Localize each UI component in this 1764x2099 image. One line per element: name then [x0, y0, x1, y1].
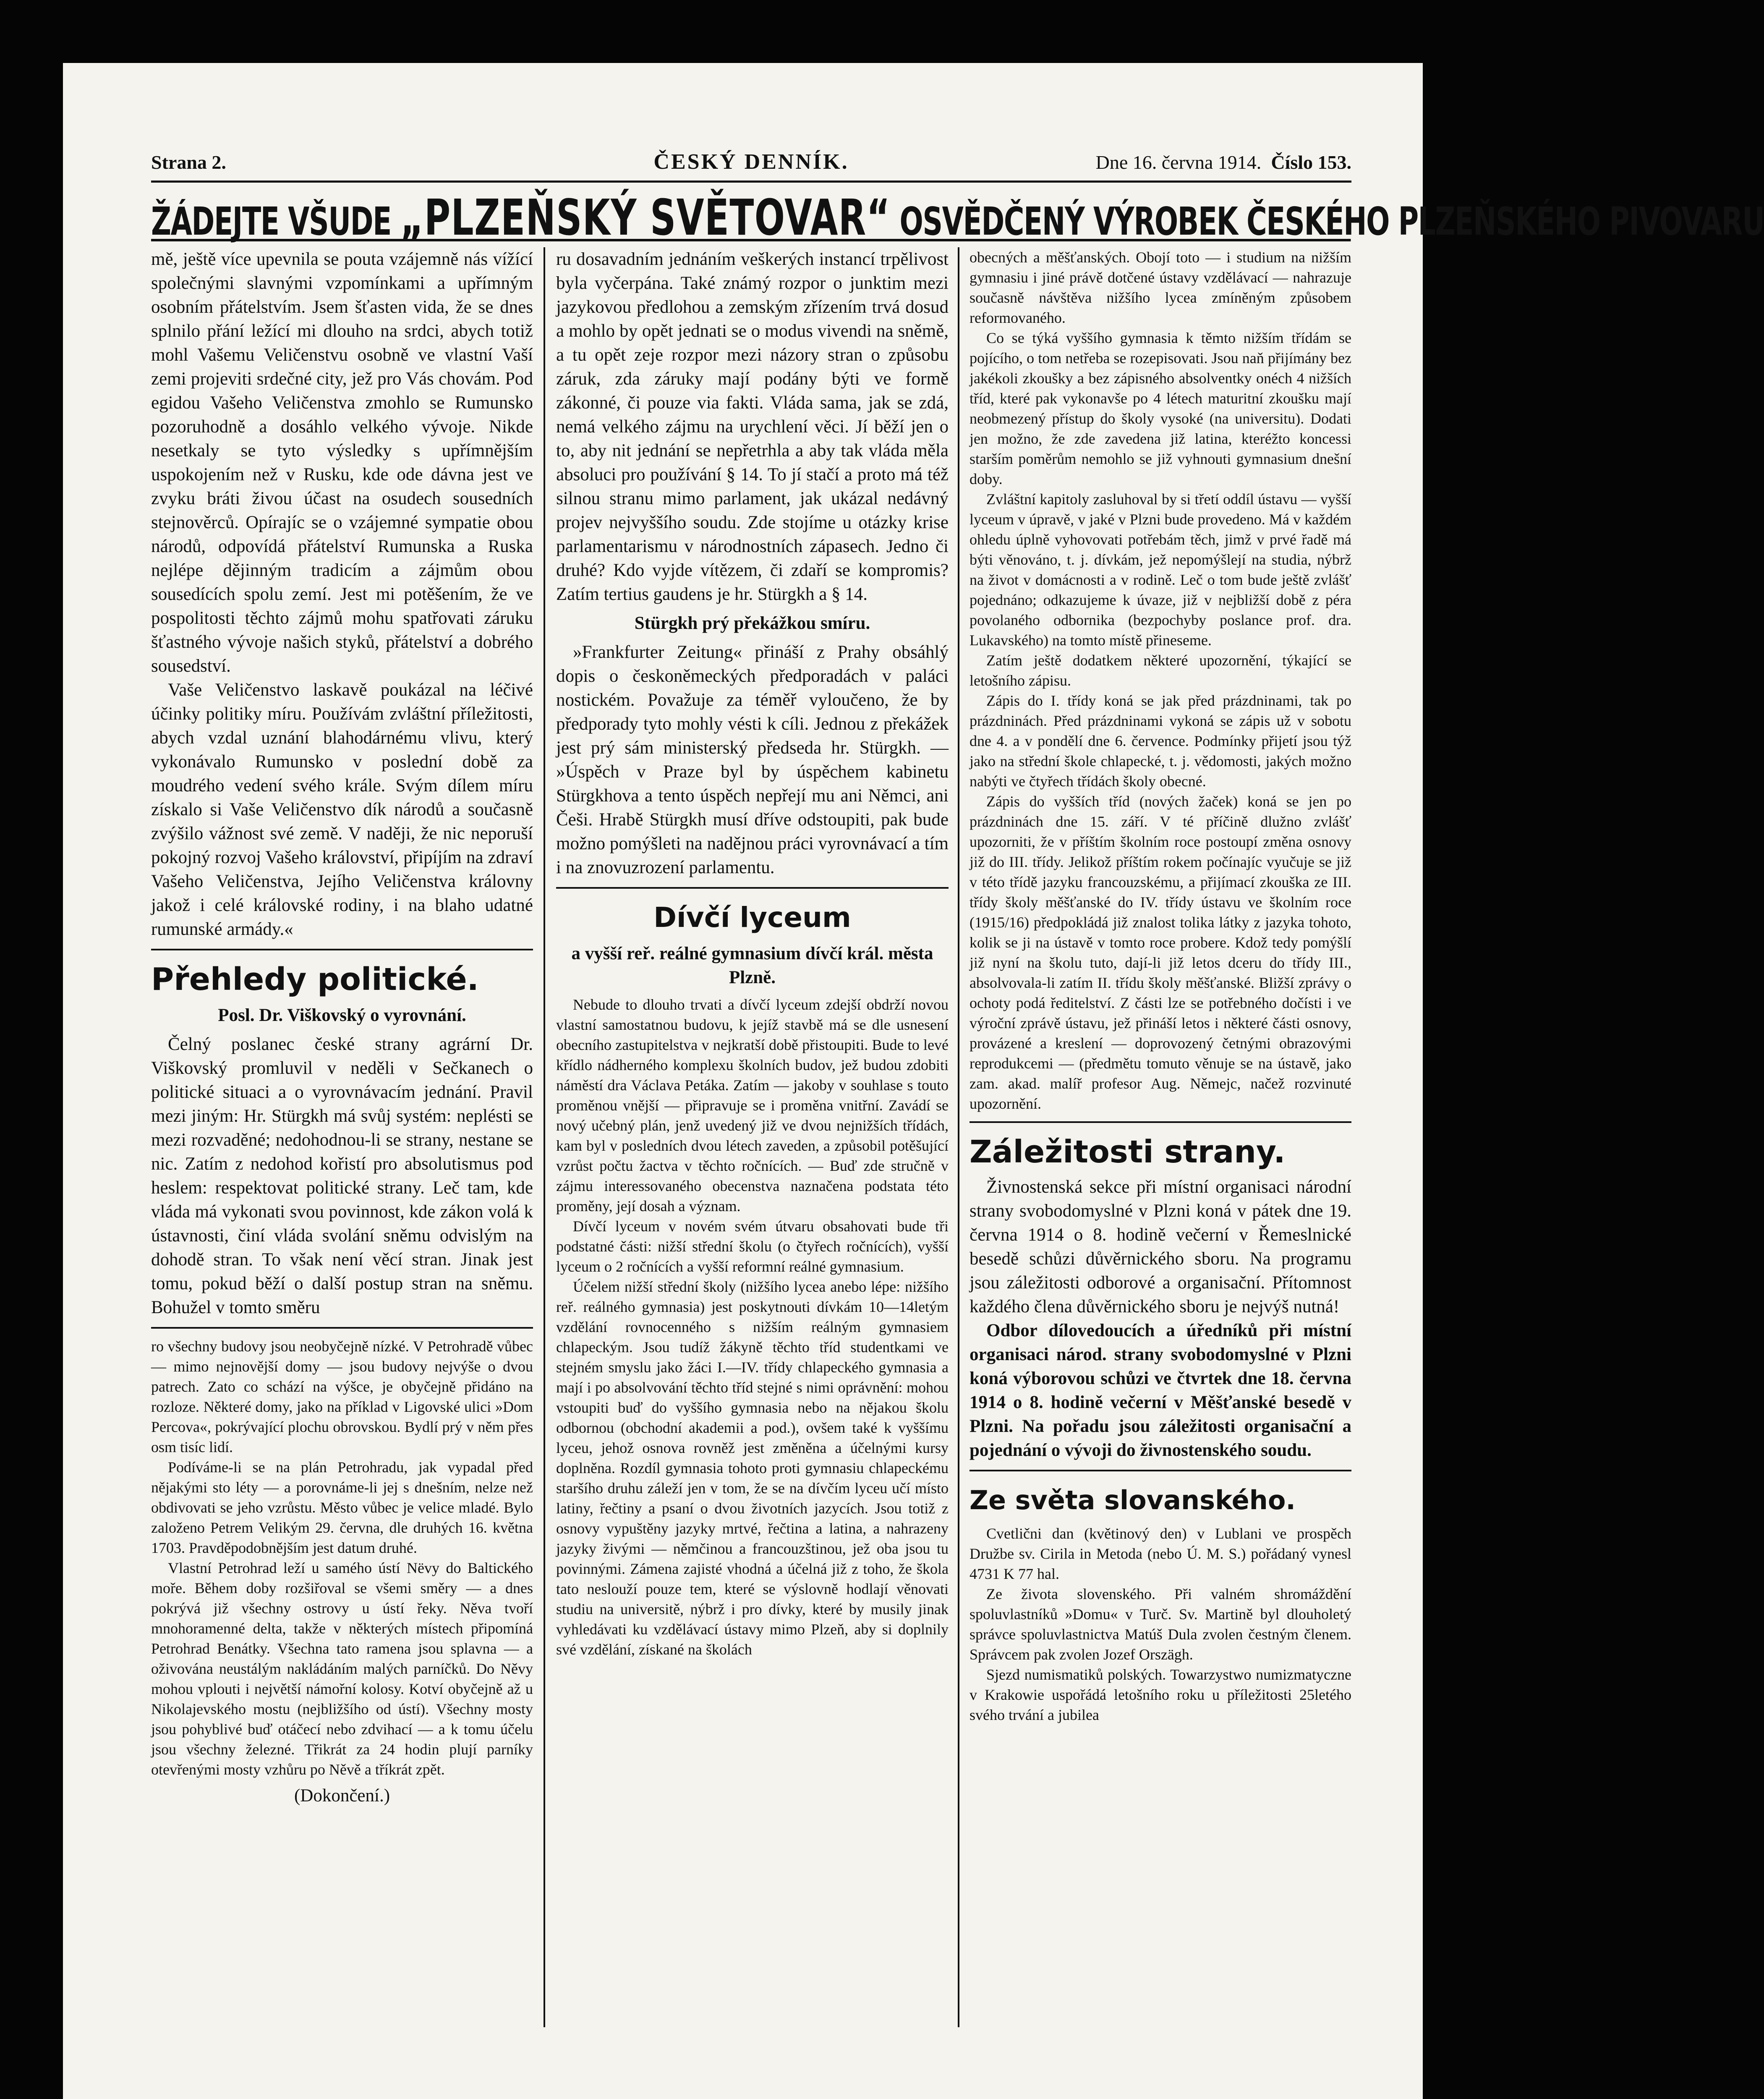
section-heading: Přehledy politické. — [151, 961, 479, 997]
column-2 — [556, 247, 949, 2027]
article-subheading: a vyšší reř. reálné gymnasium dívčí král. města Plzně. — [571, 944, 933, 987]
paragraph: Podíváme-li se na plán Petrohradu, jak vypadal před nějakými sto léty — a porovnáme-li jej s dnešním, nelze než obdivovati se jeho vzrůstu. Město vůbec je velice mladé. Bylo založeno Petrem Velikým 29. června, dle druhých 16. května 1703. Pravděpodobnějším jest datum druhé. — [151, 1459, 533, 1556]
section-divider — [970, 1121, 1351, 1123]
column-divider — [544, 247, 545, 2027]
paragraph: obecných a měšťanských. Obojí toto — i studium na nižším gymnasiu i jiné právě dotčené ústavy vzdělávací — nahrazuje současně návštěva nižšího lycea zmíněným způsobem reformovaného. — [970, 249, 1351, 326]
paragraph: ro všechny budovy jsou neobyčejně nízké. V Petrohradě vůbec — mimo nejnovější domy — jsou budovy nejvýše o dvou patrech. Zato co schází na výšce, je obyčejně přidáno na rozloze. Některé domy, jako na příklad v Ligovské ulici »Dom Percova«, pokrývající plochu obrovskou. Bydlí prý v něm přes osm tisíc lidí. — [151, 1338, 533, 1455]
paragraph: Účelem nižší střední školy (nižšího lycea anebo lépe: nižšího reř. reálného gymnasia) jest poskytnouti dívkám 10—14letým vzdělání rovnocenného s nižším reálným gymnasiem chlapeckým. Jsou tudíž žákyně těchto tříd studentkami ve stejném smyslu jako žáci I.—IV. třídy chlapeckého gymnasia a mají i po absolvování těchto tříd stejné s nimi oprávnění: mohou vstoupiti buď do vyššího gymnasia nebo na nějakou školu odbornou (obchodní akademii a pod.), ovšem také k vyššímu lyceu, jehož osnova rovněž jest změněna a účelnými kursy doplněna. Rozdíl gymnasia tohoto proti gymnasiu chlapeckému staršího druhu záleží jen v tom, že se na dívčím lyceu učí místo latiny, řečtiny a psaní o dvou životních jazycích. Jsou totiž z osnovy vypuštěny jazyky mrtvé, řečtina a latina, a nahrazeny jazyky živými — němčinou a francouzštinou, jež oba jsou tu povinnými. Zámena zajisté vhodná a účelná již z toho, že škola tato neslouží pouze tem, které se výslovně hodlají věnovati studiu na universitě, nýbrž i pro dívky, které by musily jinak vyhledávati ku vzdělávací ústavy mimo Plzeň, aby si doplnily své vzdělání, získané na školách — [556, 1278, 949, 1658]
paragraph: Co se týká vyššího gymnasia k těmto nižším třídám se pojícího, o tom netřeba se rozepisovati. Jsou naň přijímány bez jakékoli zkoušky a bez zápisného absolventky onéch 4 nižších tříd, které pak vykonavše po 4 létech maturitní zkoušku mají neobmezený přístup do školy vysoké (na universitu). Dodati jen možno, že zde zavedena již latina, kteréžto koncessi starším poměrům nemohlo se již vyhnouti gymnasium dnešní doby. — [970, 330, 1351, 487]
advertisement-banner — [151, 188, 1764, 246]
section-divider — [151, 1327, 533, 1329]
paragraph: Živnostenská sekce při místní organisaci národní strany svobodomyslné v Plzni koná v pátek dne 19. června 1914 o 8. hodině večerní v Řemeslnické besedě schůzi důvěrnického sboru. Na programu jsou záležitosti odborové a organisační. Přítomnost každého člena důvěrnického sboru je nejvýš nutná! — [970, 1177, 1351, 1316]
article-subheading: Stürgkh prý překážkou smíru. — [634, 613, 870, 633]
paragraph: Zatím ještě dodatkem některé upozornění, týkající se letošního zápisu. — [970, 652, 1351, 689]
paragraph: Dívčí lyceum v novém svém útvaru obsahovati bude tři podstatné části: nižší střední školu (o čtyřech ročnících), vyšší lyceum o 2 ročnících a vyšší reformní reálné gymnasium. — [556, 1218, 949, 1275]
paragraph: Vaše Veličenstvo laskavě poukázal na léčivé účinky politiky míru. Používám zvláštní příležitosti, abych vzdal uznání blahodárnému vlivu, který vykonávalo Rumunsko v poslední době za moudrého vedení svého krále. Svým dílem míru získalo si Vaše Veličenstvo dík národů a současně zvýšilo vážnost své země. V naději, že nic neporuší pokojný rozvoj Vašeho království, připíjím na zdraví Vašeho Veličenstva, Jejího Veličenstva královny jakož i celé královské rodiny, i na blaho udatné rumunské armády.« — [151, 680, 533, 939]
paragraph: Zápis do vyšších tříd (nových žaček) koná se jen po prázdninách dne 15. září. V té příčině dlužno zvlášť upozorniti, že v příštím školním roce postoupí změna osnovy již do III. třídy. Jelikož příštím rokem počínajíc vyučuje se již v této třídě jazyku francouzskému, a přijímací zkouška ze III. třídy školy měšťanské do IV. třídy ústavu ve školním roce (1915/16) předpokládá již znalost tolika látky z jazyka tohoto, kolik se ji na ústavě v tomto roce probere. Kdož tedy pomýšlí již nyní na školu tuto, dají-li již letos dceru do třídy III., absolvovala-li zatím II. třídu školy měšťanské. Bližší zprávy o ochoty podá ředitelství. Z části lze se potřebného dočísti i ve výroční zprávě ústavu, jež přináší letos i některé části osnovy, provázené a kreslení — doprovozený četnými obrazovými reprodukcemi — (předmětu tomuto věnuje se na ústavě, jako zam. akad. malíř profesor Aug. Němejc, načež rozvinuté upozornění. — [970, 793, 1351, 1112]
continuation-note: (Dokončení.) — [294, 1786, 390, 1806]
section-heading: Záležitosti strany. — [970, 1134, 1286, 1170]
column-1 — [151, 247, 533, 2027]
newspaper-page — [63, 63, 1764, 2099]
paragraph: Zvláštní kapitoly zasluhoval by si třetí oddíl ústavu — vyšší lyceum v úpravě, v jaké v Plzni bude provedeno. Má v každém ohledu úplně vyhovovati potřebám těch, jimž v prvé řadě má býti věnováno, t. j. dívkám, jež nepomýšlejí na studia, nýbrž na život v domácnosti a v rodině. Leč o tom bude ještě zvlášť pojednáno; odkazujeme k úvaze, již v nejbližší době z péra povolaného odbornika (bezpochyby poslance prof. dra. Lukavského) na tomto místě přineseme. — [970, 491, 1351, 649]
paragraph: Čelný poslanec české strany agrární Dr. Viškovský promluvil v neděli v Sečkanech o politické situaci a o vyrovnávacím jednání. Pravil mezi jiným: Hr. Stürgkh má svůj systém: neplésti se mezi rozvaděné; nedohodnou-li se strany, nestane se nic. Zatím z nedohod kořistí pro absolutismus pod heslem: respektovat politické strany. Leč tam, kde vláda má vykonati svou povinnost, kde zákon volá k ústavnosti, činí vláda svolání sněmu odvislým na dohodě stran. To však není věcí stran. Jinak jest tomu, pokud běží o další postup stran na sněmu. Bohužel v tomto směru — [151, 1034, 533, 1317]
article-columns — [151, 247, 1351, 2027]
paragraph: »Frankfurter Zeitung« přináší z Prahy obsáhlý dopis o českoněmeckých předporadách v paláci nostickém. Považuje za téměř vyloučeno, že by předporady tyto mohly vésti k cíli. Jednou z překážek jest prý sám ministerský předseda hr. Stürgkh. — »Úspěch v Praze byl by úspěchem kabinetu Stürgkhova a tento úspěch nepřejí mu ani Němci, ani Češi. Hrabě Stürgkh musí dříve odstoupiti, pak bude možno pomýšleti na nadějnou práci vyrovnávací a tím i na znovuzrození parlamentu. — [556, 642, 949, 877]
issue-date: Dne 16. června 1914. — [1095, 152, 1262, 173]
date-issue — [1096, 151, 1351, 173]
newspaper-title: ČESKÝ DENNÍK. — [653, 150, 849, 174]
column-3 — [970, 247, 1351, 2027]
paragraph: ru dosavadním jednáním veškerých instancí trpělivost byla vyčerpána. Také známý rozpor o junktim mezi jazykovou předlohou a zemským zřízením trvá dosud a mohlo by opět jednati se o modus vivendi na sněmě, a tu opět zeje rozpor mezi názory stran o způsobu záruk, zda záruky mají podány býti ve formě zákonné, či pouze via fakti. Vláda sama, jak se zdá, nemá velkého zájmu na urychlení věci. Jí běží jen o to, aby nit jednání se nepřetrhla a aby tak vláda měla absoluci pro používání § 14. To jí stačí a proto má též silnou stranu mimo parlament, jak ukázal nedávný projev nejvyššího soudu. Zde stojíme u otázky krise parlamentarismu v národnostních zápasech. Jedno či druhé? Kdo vyjde vítězem, či zdaří se kompromis? Zatím tertius gaudens je hr. Stürgkh a § 14. — [556, 249, 949, 604]
paragraph: Cvetlični dan (květinový den) v Lublani ve prospěch Družbe sv. Cirila in Metoda (nebo Ú. M. S.) pořádaný vynesl 4731 K 77 hal. — [970, 1525, 1351, 1582]
section-divider — [151, 949, 533, 950]
ad-tail: OSVĚDČENÝ VÝROBEK ČESKÉHO PLZEŇSKÉHO PIVOVARU — [899, 199, 1764, 244]
article-heading: Dívčí lyceum — [653, 901, 851, 934]
paragraph: Vlastní Petrohrad leží u samého ústí Nëvy do Baltického moře. Během doby rozšiřoval se všemi směry — a dnes pokrývá již všechny ostrovy u ústí řeky. Něva tvoří mnohoramenné delta, takže v některých místech připomíná Petrohrad Benátky. Všechna tato ramena jsou splavna — a oživována neustálým nakládáním malých parníčků. Do Něvy mohou vplouti i největší námořní kolosy. Kotví obyčejně až u Nikolajevského mostu (nejbližšího od ústí). Všechny mosty jsou pohyblivé buď otáčecí nebo zdvihací — a k tomu účelu jsou všechny železné. Třikrát za 24 hodin plují parníky otevřenými mosty vzhůru po Něvě a tříkrát zpět. — [151, 1560, 533, 1778]
paragraph: Zápis do I. třídy koná se jak před prázdninami, tak po prázdninách. Před prázdninami vykoná se zápis už v sobotu dne 4. a v pondělí dne 6. července. Podmínky přijetí jsou týž jako na střední škole chlapecké, t. j. vědomosti, jakých možno nabýti ve čtyřech třídách školy obecné. — [970, 692, 1351, 790]
issue-number: Číslo 153. — [1271, 152, 1351, 173]
section-divider — [970, 1470, 1351, 1471]
paragraph: Odbor dílovedoucích a úředníků při místní organisaci národ. strany svobodomyslné v Plzni koná výborovou schůzi ve čtvrtek dne 18. června 1914 o 8. hodině večerní v Měšťanské besedě v Plzni. Na pořadu jsou záležitosti organisační a pojednání o vývoji do živnostenského soudu. — [970, 1321, 1351, 1460]
section-divider — [556, 887, 949, 889]
section-heading: Ze světa slovanského. — [970, 1485, 1296, 1515]
ad-lead: ŽÁDEJTE VŠUDE — [151, 199, 391, 244]
paragraph: Nebude to dlouho trvati a dívčí lyceum zdejší obdrží novou vlastní samostatnou budovu, k jejíž stavbě má se dle usnesení obecního zastupitelstva v nejkratší době přistoupiti. Bude to levé křídlo nádherného komplexu školních budov, jež budou zdobiti náměstí dra Václava Petáka. Zatím — jakoby v souhlase s touto proměnou vnější — připravuje se i proměna vnitřní. Zavádí se nový učebný plán, jenž uvedený již ve dvou nejnižších třídách, kam byl v posledních dvou létech zaveden, a způsobil potěšující vzrůst počtu žactva v těchto ročnících. — Buď zde stručně v zájmu interessovaného obecenstva naznačena podstata této proměny, její dosah a význam. — [556, 996, 949, 1214]
article-subheading: Posl. Dr. Viškovský o vyrovnání. — [218, 1005, 466, 1025]
masthead — [151, 147, 1351, 183]
page-number: Strana 2. — [151, 152, 226, 173]
paragraph: Ze života slovenského. Při valném shromáždění spoluvlastníků »Domu« v Turč. Sv. Martině byl dlouholetý správce spoluvlastnictva Matúš Dula zvolen čestným členem. Správcem pak zvolen Jozef Orszägh. — [970, 1586, 1351, 1663]
column-divider — [958, 247, 959, 2027]
paragraph: Sjezd numismatiků polských. Towarzystwo numizmatyczne v Krakowie uspořádá letošního roku u příležitosti 25letého svého trvání a jubilea — [970, 1666, 1351, 1723]
ad-product: „PLZEŇSKÝ SVĚTOVAR“ — [400, 188, 891, 246]
paragraph: mě, ještě více upevnila se pouta vzájemně nás vížící společnými slavnými vzpomínkami a upřímným osobním přátelstvím. Jsem šťasten vida, že se dnes splnilo přání ležící mi dlouho na srdci, abych totiž mohl Vašemu Veličenstvu osobně ve vlastní Vaší zemi projeviti srdečné city, jež pro Vás chovám. Pod egidou Vašeho Veličenstva zmohlo se Rumunsko pozoruhodně a dosáhlo velkého vývoje. Nikde nesetkaly se tyto výsledky s upřímnějším uspokojením než v Rusku, kde ode dávna jest ve zvyku bráti živou účast na osudech sousedních stejnověrců. Opírajíc se o vzájemné sympatie obou národů, odpovídá přátelství Rumunska a Ruska nejlépe dějinným tradicím a zájmům obou sousedících spolu zemí. Jest mi potěšením, že ve pospolitosti těchto zájmů mohu spatřovati záruku šťastného vývoje našich styků, přátelství a dobrého sousedství. — [151, 249, 533, 676]
